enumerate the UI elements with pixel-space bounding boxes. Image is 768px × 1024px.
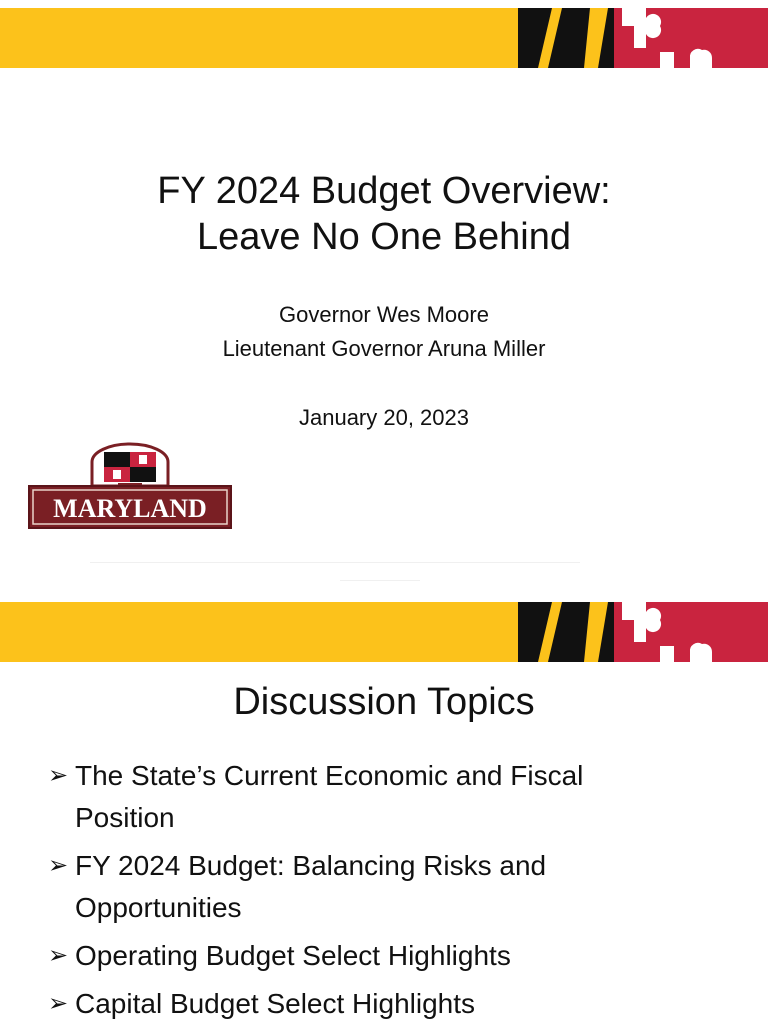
flag-banner-graphic [0,8,768,68]
title-line-2: Leave No One Behind [197,216,571,258]
flag-banner-graphic [0,602,768,662]
topic-item [48,935,738,977]
slide-title [0,168,768,260]
topic-line-1: Capital Budget Select Highlights [75,988,476,1019]
presenters [0,298,768,366]
topic-line-2: Position [75,802,175,833]
arrow-bullet-icon: ➢ [48,942,69,969]
logo-wordmark: MARYLAND [53,494,207,523]
presentation-date: January 20, 2023 [298,405,470,430]
topic-item [48,845,738,929]
topic-line-1: FY 2024 Budget: Balancing Risks and [75,850,547,881]
slide-title: Discussion Topics [233,681,535,723]
maryland-flag-banner [0,602,768,662]
topic-line-1: Operating Budget Select Highlights [75,940,511,971]
arrow-bullet-icon: ➢ [48,990,69,1017]
discussion-topics-slide [0,597,768,1024]
maryland-logo [28,440,232,530]
maryland-flag-banner [0,8,768,68]
title-line-1: FY 2024 Budget Overview: [157,170,611,212]
topic-item [48,755,738,839]
faint-divider [90,562,580,563]
presenter-governor: Governor Wes Moore [279,302,489,327]
topic-list [48,755,738,1024]
maryland-seal-icon [28,440,232,530]
arrow-bullet-icon: ➢ [48,762,69,789]
arrow-bullet-icon: ➢ [48,852,69,879]
topic-line-1: The State’s Current Economic and Fiscal [75,760,584,791]
faint-divider-short [340,580,420,581]
presenter-lieutenant-governor: Lieutenant Governor Aruna Miller [222,336,546,361]
topic-item [48,983,738,1024]
topic-line-2: Opportunities [75,892,242,923]
